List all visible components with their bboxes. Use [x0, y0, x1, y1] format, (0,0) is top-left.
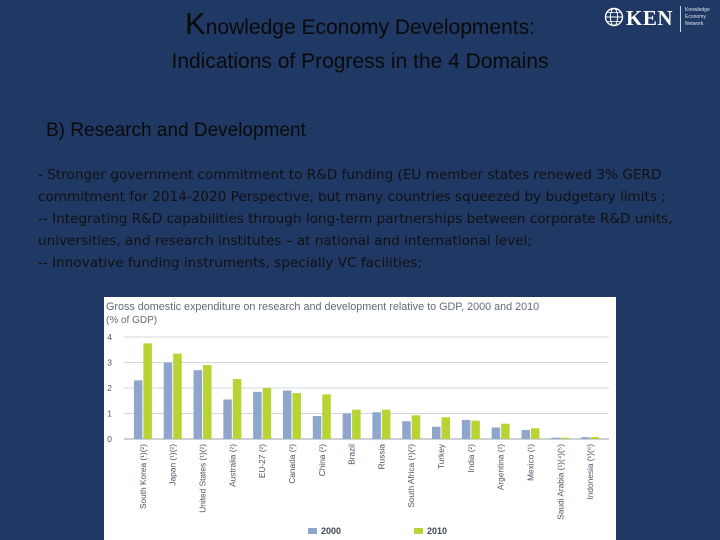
- bar-2010: [143, 343, 152, 439]
- bar-2000: [283, 391, 292, 439]
- x-tick-label: Canada (²): [286, 444, 297, 484]
- x-tick-label: Russia: [376, 444, 387, 470]
- y-tick-label: 1: [107, 408, 112, 419]
- x-tick-label: Saudi Arabia (¹)(⁴)(⁵): [555, 444, 566, 520]
- title-colon: :: [529, 16, 535, 39]
- bar-2010: [531, 428, 540, 439]
- chart-title: Gross domestic expenditure on research and development relative to GDP, 2000 and 2010: [106, 301, 540, 313]
- bar-2010: [591, 437, 600, 439]
- bar-2000: [313, 416, 322, 439]
- x-tick-label: Indonesia (¹)(⁶): [585, 444, 596, 500]
- x-tick-label: Japan (¹)(²): [167, 444, 178, 486]
- slide-subtitle: Indications of Progress in the 4 Domains: [171, 50, 549, 73]
- gerd-chart: [104, 297, 616, 540]
- x-tick-label: Argentina (²): [495, 444, 506, 491]
- x-tick-label: China (²): [316, 444, 327, 477]
- bar-2000: [462, 420, 471, 439]
- title-rest: nowledge Economy Developments: [205, 16, 530, 39]
- bar-2000: [432, 427, 441, 439]
- bar-2000: [372, 412, 381, 439]
- bar-2010: [471, 421, 480, 439]
- bar-2010: [382, 410, 391, 439]
- logo-word: KEN: [626, 6, 674, 30]
- x-tick-label: Brazil: [346, 444, 357, 465]
- logo-subtext: [685, 7, 710, 28]
- x-tick-label: India (²): [465, 444, 476, 473]
- x-tick-label: United States (¹)(²): [197, 444, 208, 513]
- bar-2000: [551, 438, 560, 439]
- y-tick-label: 0: [107, 434, 112, 444]
- bar-2010: [501, 424, 510, 439]
- globe-icon: [604, 7, 624, 27]
- title-initial: K: [185, 6, 206, 41]
- y-tick-label: 4: [107, 332, 112, 342]
- legend-swatch: [308, 528, 317, 534]
- bullet-line: - Stronger government commitment to R&D funding (EU member states renewed 3% GERD commitment for 2014-2020 Perspective, but many countries squeezed by budgetary limits ;: [38, 167, 666, 205]
- bar-2000: [164, 363, 173, 440]
- bullet-line: -- Innovative funding instruments, specially VC facilities;: [38, 255, 422, 271]
- chart-plot: [104, 297, 616, 540]
- bar-2010: [203, 365, 212, 439]
- bar-2000: [343, 414, 352, 440]
- bar-2000: [134, 380, 143, 439]
- x-tick-label: Turkey: [436, 444, 447, 470]
- chart-ylabel: (% of GDP): [106, 315, 158, 326]
- logo-sub-line: Network: [685, 21, 704, 27]
- legend-swatch: [414, 528, 423, 534]
- y-tick-label: 2: [107, 383, 112, 393]
- bar-2000: [521, 430, 530, 439]
- bar-2010: [233, 379, 242, 439]
- ken-logo: [604, 4, 714, 34]
- bar-2010: [173, 354, 182, 439]
- logo-sub-line: Economy: [685, 14, 706, 20]
- logo-sub-line: Knowledge: [685, 7, 710, 13]
- y-tick-label: 3: [107, 357, 112, 368]
- bar-2010: [322, 394, 331, 439]
- x-tick-label: EU-27 (²): [257, 444, 268, 479]
- x-tick-label: Australia (²): [227, 444, 238, 487]
- bar-2000: [492, 428, 501, 439]
- bullet-line: -- Integrating R&D capabilities through long-term partnerships between corporate R&D units, universities, and research institutes – at national and international level;: [38, 211, 673, 249]
- bar-2000: [194, 370, 203, 439]
- section-heading: B) Research and Development: [46, 120, 306, 141]
- body-text: [38, 164, 708, 274]
- x-tick-label: Mexico (¹): [525, 444, 536, 481]
- x-tick-label: South Africa (¹)(²): [406, 444, 417, 508]
- bar-2010: [561, 438, 570, 439]
- legend-label: 2000: [321, 526, 342, 536]
- legend-label: 2010: [427, 526, 448, 536]
- logo-divider: [680, 6, 681, 32]
- bar-2010: [442, 417, 451, 439]
- bar-2010: [352, 410, 361, 439]
- bar-2010: [412, 415, 421, 439]
- bar-2000: [402, 421, 411, 439]
- bar-2000: [223, 399, 232, 439]
- bar-2000: [253, 392, 262, 439]
- bar-2010: [292, 393, 301, 439]
- bar-2000: [581, 437, 590, 439]
- x-tick-label: South Korea (¹)(²): [137, 444, 148, 510]
- bar-2010: [263, 388, 272, 439]
